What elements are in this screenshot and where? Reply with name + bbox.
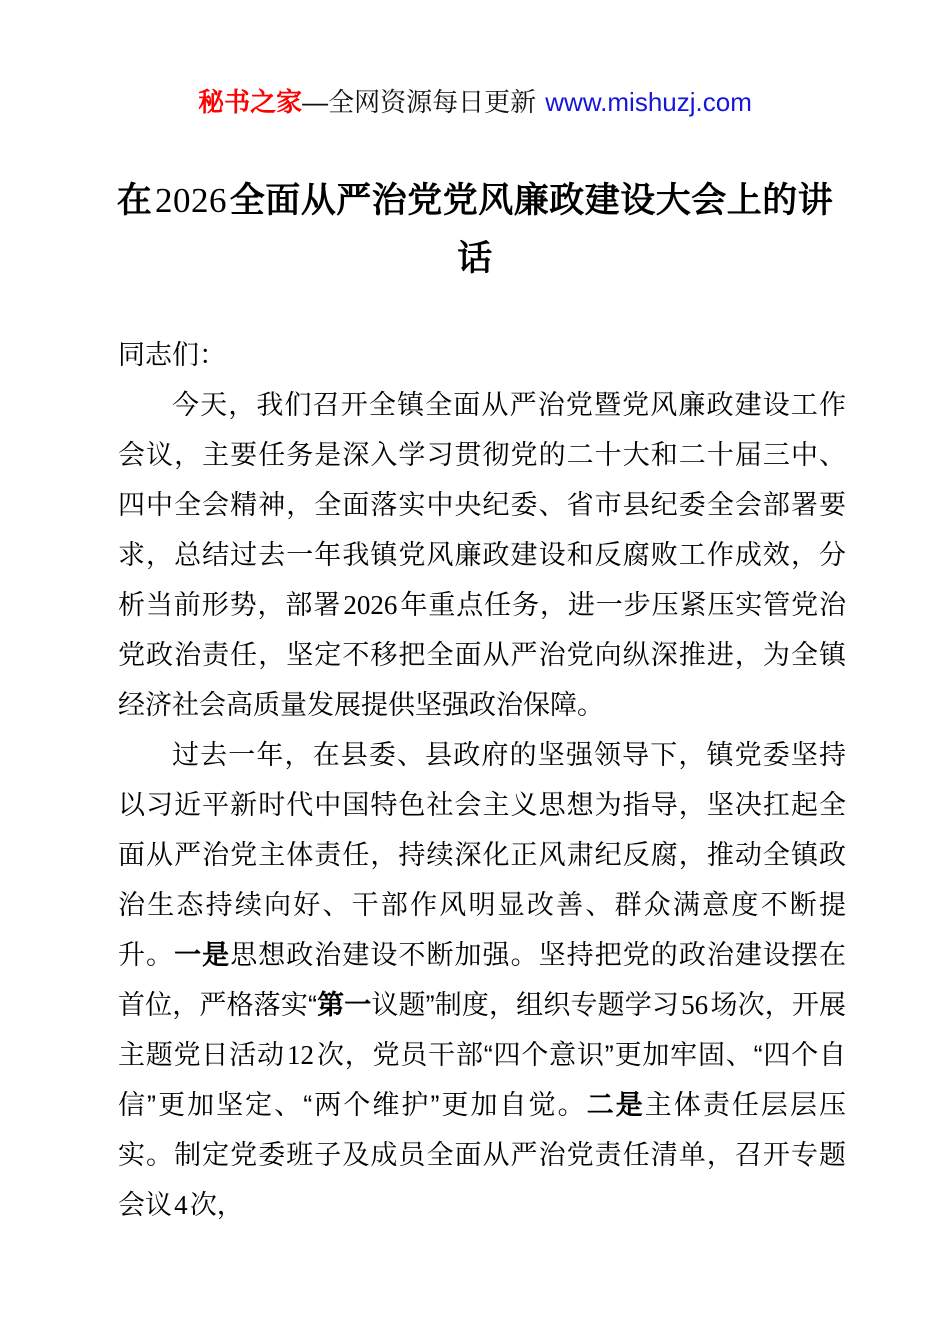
text-segment: 主体责任层层压实。制定党委班子及成员全面从严治党责任清单，召开专题会议 xyxy=(118,1090,846,1220)
text-segment: 同志们： xyxy=(118,340,226,370)
text-segment: 次，党员干部“四个意识”更加牢固、“四个自信”更加坚定、“两个维护”更加自觉。 xyxy=(118,1040,846,1120)
paragraph xyxy=(118,380,846,730)
site-name: 秘书之家 xyxy=(198,87,303,117)
site-tagline: —全网资源每日更新 xyxy=(302,87,537,117)
text-segment: 二是 xyxy=(586,1090,645,1120)
text-segment: 一是 xyxy=(174,940,231,970)
text-segment: 在 xyxy=(116,181,153,220)
document-body xyxy=(118,330,846,1230)
paragraph xyxy=(118,330,846,380)
site-header xyxy=(0,84,950,120)
text-segment: 56 xyxy=(681,990,709,1020)
text-segment: 4 xyxy=(174,1190,188,1220)
text-segment: 过去一年，在县委、县政府的坚强领导下，镇党委坚持以习近平新时代中国特色社会主义思想为指导，坚决扛起全面从严治党主体责任，持续深化正风肃纪反腐，推动全镇政治生态持续向好、干部作风明显改善、群众满意度不断提升。 xyxy=(118,740,846,970)
text-segment: 年重点任务，进一步压紧压实管党治党政治责任，坚定不移把全面从严治党向纵深推进，为全镇经济社会高质量发展提供坚强政治保障。 xyxy=(118,590,847,720)
text-segment: 今天，我们召开全镇全面从严治党暨党风廉政建设工作会议，主要任务是深入学习贯彻党的二十大和二十届三中、四中全会精神，全面落实中央纪委、省市县纪委全会部署要求，总结过去一年我镇党风廉政建设和反腐败工作成效，分析当前形势，部署 xyxy=(118,390,846,620)
paragraph xyxy=(118,730,846,1230)
text-segment: 12 xyxy=(286,1040,314,1070)
text-segment: 第一 xyxy=(316,990,372,1020)
text-segment: 2026 xyxy=(155,181,227,220)
text-segment: 场次，开展主题党日活动 xyxy=(118,990,847,1070)
text-segment: 次， xyxy=(189,1190,244,1220)
text-segment: 思想政治建设不断加强。坚持把党的政治建设摆在首位，严格落实“ xyxy=(118,940,847,1020)
text-segment: 议题”制度，组织专题学习 xyxy=(371,990,680,1020)
text-segment: 全面从严治党党风廉政建设大会上的讲话 xyxy=(229,181,834,278)
page-title xyxy=(100,172,850,288)
text-segment: 2026 xyxy=(343,590,398,620)
site-url-link[interactable]: www.mishuzj.com xyxy=(545,87,752,117)
